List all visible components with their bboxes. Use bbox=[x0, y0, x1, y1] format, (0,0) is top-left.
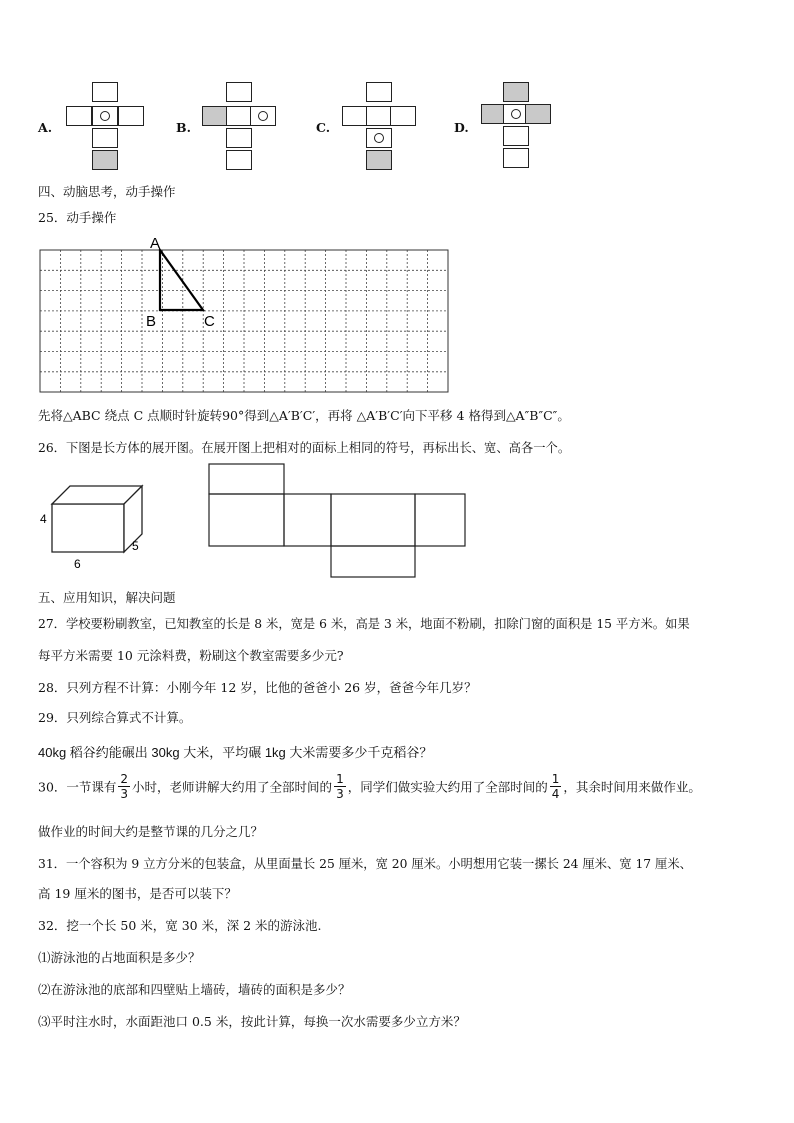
fraction-one-quarter: $\frac{1}{4}$ bbox=[551, 772, 560, 801]
cuboid-width-label: 5 bbox=[132, 539, 139, 553]
section-5-heading: 五、应用知识，解决问题 bbox=[38, 590, 176, 605]
circle-mark-icon bbox=[511, 109, 521, 119]
cuboid-length-label: 6 bbox=[74, 557, 81, 570]
question-30-line-1 bbox=[38, 772, 701, 801]
question-29-detail: 40kg 稻谷约能碾出 30kg 大米，平均碾 1kg 大米需要多少千克稻谷？ bbox=[38, 745, 433, 760]
question-26-title: 26．下图是长方体的展开图。在展开图上把相对的面标上相同的符号，再标出长、宽、高各一个。 bbox=[38, 441, 571, 455]
cube-net-d bbox=[481, 82, 559, 174]
question-32-sub-1: ⑴游泳池的占地面积是多少？ bbox=[38, 950, 201, 965]
option-c-label: C. bbox=[316, 120, 331, 135]
q30-text-3: ，同学们做实验大约用了全部时间的 bbox=[347, 779, 548, 795]
section-4-heading: 四、动脑思考，动手操作 bbox=[38, 184, 176, 199]
fraction-two-thirds: $\frac{2}{3}$ bbox=[120, 772, 129, 801]
q30-text-1: 30．一节课有 bbox=[38, 779, 117, 795]
option-b-label: B. bbox=[176, 120, 191, 135]
fraction-one-third: $\frac{1}{3}$ bbox=[336, 772, 344, 801]
question-27-line-2: 每平方米需要 10 元涂料费，粉刷这个教室需要多少元? bbox=[38, 648, 344, 663]
cuboid-net bbox=[206, 462, 470, 582]
point-c-label: C bbox=[204, 313, 215, 330]
question-30-line-2: 做作业的时间大约是整节课的几分之几？ bbox=[38, 824, 264, 839]
point-b-label: B bbox=[146, 313, 157, 330]
q25-grid-diagram bbox=[36, 232, 452, 396]
question-32-sub-3: ⑶平时注水时，水面距池口 0.5 米，按此计算，每换一次水需要多少立方米？ bbox=[38, 1014, 466, 1029]
triangle-abc bbox=[160, 250, 203, 310]
question-25-title: 25．动手操作 bbox=[38, 210, 117, 225]
cube-net-b bbox=[202, 82, 280, 174]
question-32-sub-2: ⑵在游泳池的底部和四壁贴上墙砖，墙砖的面积是多少？ bbox=[38, 982, 351, 997]
q30-text-2: 小时，老师讲解大约用了全部时间的 bbox=[132, 779, 333, 795]
circle-mark-icon bbox=[258, 111, 268, 121]
option-a-label: A. bbox=[38, 120, 53, 135]
question-31-line-1: 31．一个容积为 9 立方分米的包装盒，从里面量长 25 厘米，宽 20 厘米。小明想用它装一摞长 24 厘米、宽 17 厘米、 bbox=[38, 857, 692, 871]
question-27-line-1: 27．学校要粉刷教室，已知教室的长是 8 米，宽是 6 米，高是 3 米，地面不粉刷，扣除门窗的面积是 15 平方米。如果 bbox=[38, 617, 690, 631]
point-a-label: A bbox=[150, 235, 161, 252]
circle-mark-icon bbox=[100, 111, 110, 121]
q30-text-4: ，其余时间用来做作业。 bbox=[563, 779, 701, 795]
cuboid-figure bbox=[38, 482, 146, 570]
cube-net-c bbox=[342, 82, 420, 174]
cube-net-a bbox=[66, 82, 144, 174]
cuboid-height-label: 4 bbox=[40, 512, 47, 526]
question-28: 28．只列方程不计算：小刚今年 12 岁，比他的爸爸小 26 岁，爸爸今年几岁？ bbox=[38, 680, 477, 695]
question-25-instruction: 先将△ABC 绕点 C 点顺时针旋转90°得到△A′B′C′，再将 △A′B′C′向下平移 4 格得到△A″B″C″。 bbox=[38, 408, 570, 423]
question-32-title: 32．挖一个长 50 米，宽 30 米，深 2 米的游泳池. bbox=[38, 918, 322, 933]
option-d-label: D. bbox=[454, 120, 469, 135]
question-29: 29．只列综合算式不计算。 bbox=[38, 710, 192, 725]
circle-mark-icon bbox=[374, 133, 384, 143]
question-31-line-2: 高 19 厘米的图书，是否可以装下？ bbox=[38, 886, 237, 901]
